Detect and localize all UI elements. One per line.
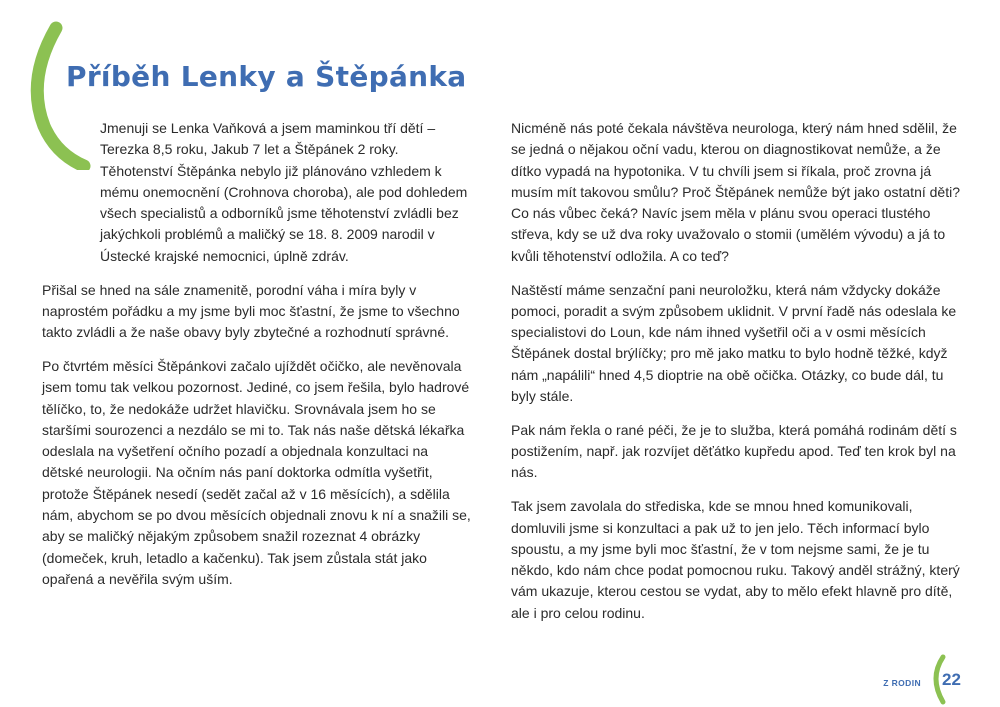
page-title: Příběh Lenky a Štěpánka: [66, 60, 467, 93]
paragraph: Naštěstí máme senzační pani neuroložku, která nám vždycky dokáže pomoci, poradit a svým způsobem uklidnit. V první řadě nás odeslala ke specialistovi do Loun, kde nám ihned vyšetřil oči a v osmi měsících Štěpánek dostal brýlíčky; pro mě jako matku to bylo hodně těžké, když nám „napálili“ hned 4,5 dioptrie na obě očička. Otázky, co bude dál, tu byly stále.: [511, 281, 957, 405]
paragraph: Pak nám řekla o rané péči, že je to služba, která pomáhá rodinám dětí s postižením, např. jak rozvíjet děťátko kupředu apod. Teď ten krok byl na nás.: [511, 421, 957, 481]
paragraph: Přišal se hned na sále znamenitě, porodní váha i míra byly v naprostém pořádku a my jsme byli moc šťastní, že jsme to všechno takto zvládli a že naše obavy byly zbytečné a rozhodnutí správné.: [42, 281, 460, 341]
article-column-right: [511, 118, 966, 637]
paragraph-intro: Jmenuji se Lenka Vaňková a jsem maminkou tří dětí – Terezka 8,5 roku, Jakub 7 let a Štěpánek 2 roky. Těhotenství Štěpánka nebylo již plánováno vzhledem k mému onemocnění (Crohnova choroba), ale pod dohledem všech specialistů a odborníků jsme těhotenství zvládli bez jakýchkoli problémů a maličký se 18. 8. 2009 narodil v Ústecké krajské nemocnici, úplně zdráv.: [100, 120, 468, 264]
paragraph: Nicméně nás poté čekala návštěva neurologa, který nám hned sdělil, že se jedná o nějakou oční vadu, kterou on diagnostikovat nemůže, a že dítko vypadá na hypotonika. V tu chvíli jsem si říkala, proč zrovna já musím mít takovou smůlu? Proč Štěpánek nemůže být jako ostatní děti? Co nás vůbec čeká? Navíc jsem měla v plánu svou operaci tlustého střeva, kdy se už dva roky uvažovalo o stomii (umělém vývodu) a já to kvůli těhotenství odložila. A co teď?: [511, 120, 960, 264]
section-label: Z RODIN: [883, 678, 921, 688]
paragraph: Tak jsem zavolala do střediska, kde se mnou hned komunikovali, domluvili jsme si konzultaci a pak už to jen jelo. Těch informací bylo spoustu, a my jsme byli moc šťastní, že v tom nejsme sami, že je tu někdo, kdo nám chce podat pomocnou ruku. Takový anděl strážný, který vám ukazuje, kterou cestou se vydat, aby to mělo efekt hlavně pro dítě, ale i pro celou rodinu.: [511, 498, 960, 621]
article-column-left: [42, 118, 472, 603]
page-number: 22: [942, 670, 961, 689]
paragraph: Po čtvrtém měsíci Štěpánkovi začalo ujíždět očičko, ale nevěnovala jsem tomu tak velkou pozornost. Jediné, co jsem řešila, bylo hadrové tělíčko, to, že nedokáže udržet hlavičku. Srovnávala jsem ho se staršími sourozenci a nezdálo se mi to. Tak nás naše dětská lékařka odeslala na vyšetření očního pozadí a objednala konzultaci na dětské neurologii. Na očním nás paní doktorka odmítla vyšetřit, protože Štěpánek nesedí (sedět začal až v 16 měsících), a sdělila nám, abychom se po dvou měsících objednali znovu k ní a snažili se, aby se maličký nějakým způsobem snažil rozeznat 4 obrázky (domeček, kruh, letadlo a kačenku). Tak jsem zůstala stát jako opařená a nevěřila svým uším.: [42, 357, 471, 587]
